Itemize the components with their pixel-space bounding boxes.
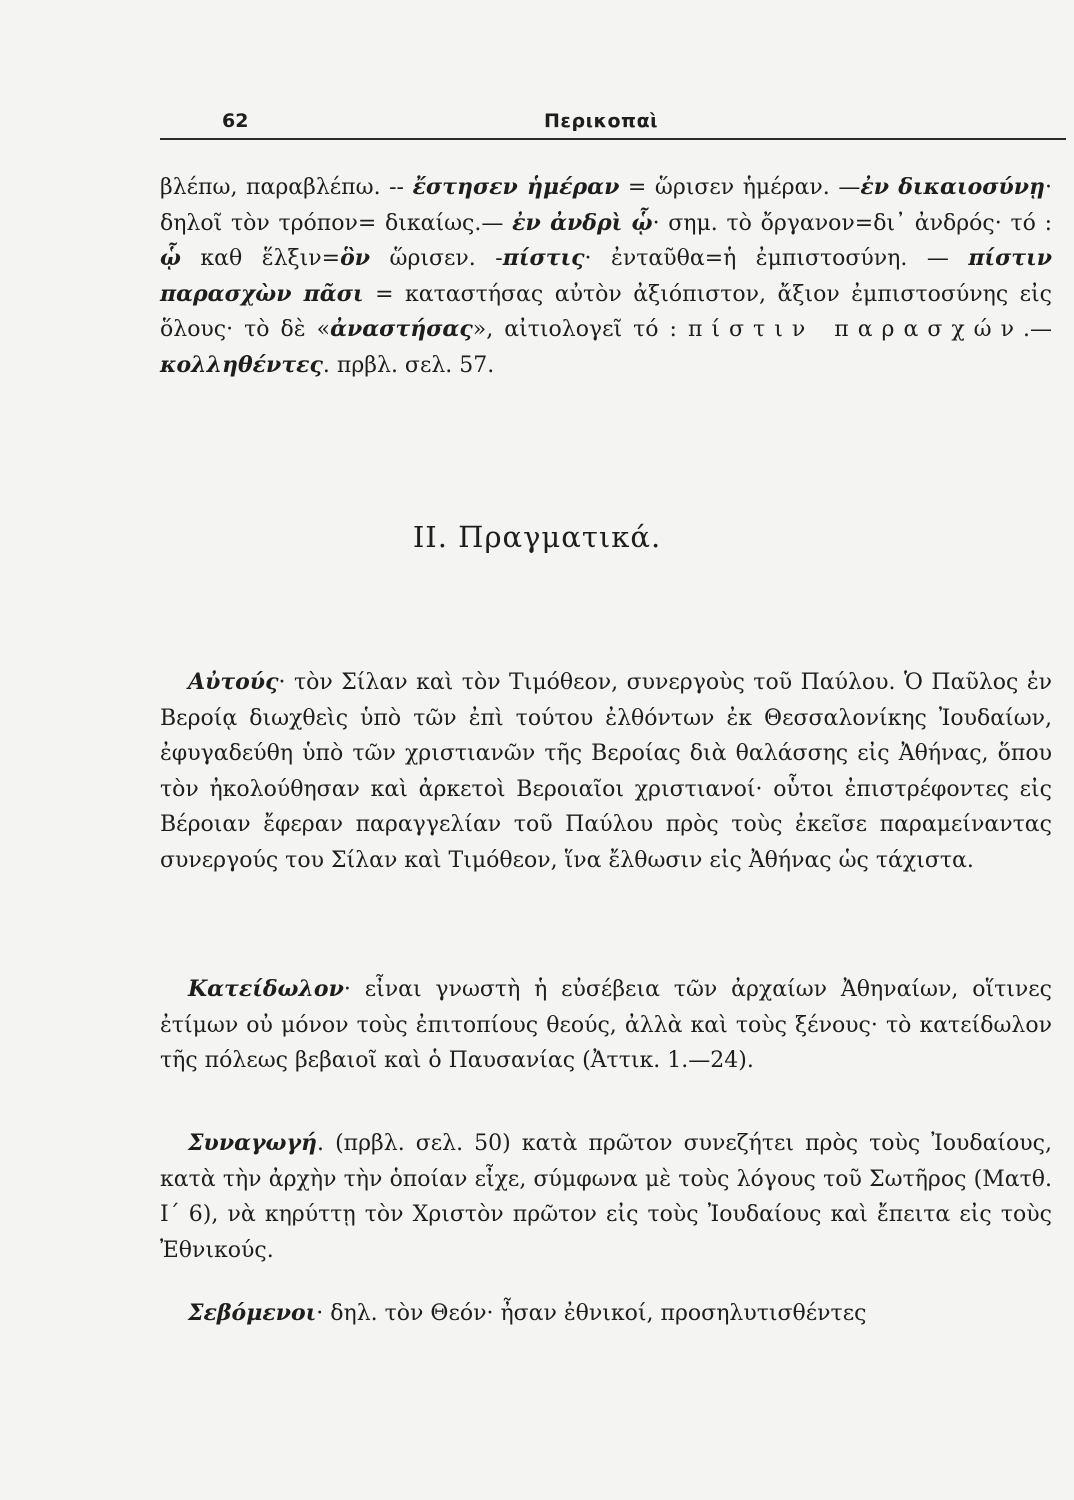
glossary-run: = ὥρισεν ἡμέραν. — xyxy=(619,175,861,200)
glossary-term: ἐν ἀνδρὶ ᾧ xyxy=(512,209,653,236)
entry-text: δηλ. τὸν Θεόν· ἦσαν ἐθνικοί, προσηλυτισθέντες xyxy=(330,1301,867,1326)
glossary-term: ᾧ xyxy=(160,245,181,271)
glossary-paragraph xyxy=(160,170,1052,383)
glossary-run: », αἰτιολογεῖ τό : xyxy=(472,317,688,342)
running-title: Περικοπαὶ xyxy=(544,110,659,132)
glossary-run: · ἐνταῦθα=ἡ ἐμπιστοσύνη. — xyxy=(584,246,969,271)
entry-text: τὸν Σίλαν καὶ τὸν Τιμόθεον, συνεργοὺς τοῦ Παύλου. Ὁ Παῦλος ἐν Βεροίᾳ διωχθεὶς ὑπὸ τῶν ἐπὶ τούτου ἐλθόντων ἐκ Θεσσαλονίκης Ἰουδαίων, ἐφυγαδεύθη ὑπὸ τῶν χριστιανῶν τῆς Βεροίας διὰ θαλάσσης εἰς Ἀθήνας, ὅπου τὸν ἠκολούθησαν καὶ ἀρκετοὶ Βεροιαῖοι χριστιανοί· οὗτοι ἐπιστρέφοντες εἰς Βέροιαν ἔφεραν παραγγελίαν τοῦ Παύλου πρὸς τοὺς ἐκεῖσε παραμείναντας συνεργούς του Σίλαν καὶ Τιμόθεον, ἵνα ἔλθωσιν εἰς Ἀθήνας ὡς τάχιστα. xyxy=(160,670,1052,873)
entry-separator: · xyxy=(316,1301,331,1326)
entry-separator: · xyxy=(278,670,294,695)
glossary-term: ἀναστήσας xyxy=(330,316,473,342)
entry-text: εἶναι γνωστὴ ἡ εὐσέβεια τῶν ἀρχαίων Ἀθηναίων, οἵτινες ἐτίμων οὐ μόνον τοὺς ἐπιτοπίους θεούς, ἀλλὰ καὶ τοὺς ξένους· τὸ κατείδωλον τῆς πόλεως βεβαιοῖ καὶ ὁ Παυσανίας (Ἀττικ. 1.—24). xyxy=(160,977,1052,1073)
glossary-run: = καταστήσας αὐτὸν ἀξιόπιστον, ἄξιον ἐμπιστοσύνης εἰς ὅλους· τὸ δὲ « xyxy=(160,281,1052,342)
entry-term: Αὐτούς xyxy=(188,669,279,695)
glossary-run: βλέπω, παραβλέπω. -- xyxy=(160,175,413,200)
entry-term: Κατείδωλον xyxy=(188,976,344,1002)
entry-paragraph xyxy=(160,1126,1052,1268)
glossary-term: ὃν xyxy=(340,245,371,271)
glossary-term: πίστις xyxy=(502,245,585,271)
page-number: 62 xyxy=(222,110,249,132)
glossary-run: . πρβλ. σελ. 57. xyxy=(322,352,495,378)
glossary-term: ἔστησεν ἡμέραν xyxy=(412,174,620,200)
glossary-term: πίστιν παρασχὼν πᾶσι xyxy=(160,245,1053,307)
glossary-spaced-phrase: πίστιν παρασχών xyxy=(687,317,1023,342)
glossary-run: .— xyxy=(1023,317,1052,342)
entry-term: Συναγωγή xyxy=(188,1130,318,1156)
entry-paragraph xyxy=(160,1296,1052,1332)
page-header xyxy=(160,104,1066,140)
glossary-run: · σημ. τὸ ὄργανον=δι᾿ ἀνδρός· τό : xyxy=(652,210,1052,236)
entry-paragraph xyxy=(160,665,1052,878)
entry-term: Σεβόμενοι xyxy=(188,1300,317,1326)
entry-separator: . xyxy=(317,1131,336,1156)
entry-paragraph xyxy=(160,972,1052,1079)
entry-text: (πρβλ. σελ. 50) κατὰ πρῶτον συνεζήτει πρὸς τοὺς Ἰουδαίους, κατὰ τὴν ἀρχὴν τὴν ὁποίαν εἶχε, σύμφωνα μὲ τοὺς λόγους τοῦ Σωτῆρος (Ματθ. Ι΄ 6), νὰ κηρύττῃ τὸν Χριστὸν πρῶτον εἰς τοὺς Ἰουδαίους καὶ ἔπειτα εἰς τοὺς Ἐθνικούς. xyxy=(160,1131,1052,1263)
glossary-run: καθ ἕλξιν= xyxy=(180,246,341,271)
glossary-term: κολληθέντες xyxy=(160,351,323,378)
glossary-term: ἐν δικαιοσύνῃ xyxy=(860,174,1046,200)
glossary-run: · δηλοῖ τὸν τρόπον= δικαίως.— xyxy=(160,175,1053,236)
entry-separator: · xyxy=(343,977,365,1002)
section-title: ΙΙ. Πραγματικά. xyxy=(412,520,662,554)
glossary-run: ὥρισεν. - xyxy=(370,246,503,271)
glossary-text xyxy=(160,170,1052,383)
